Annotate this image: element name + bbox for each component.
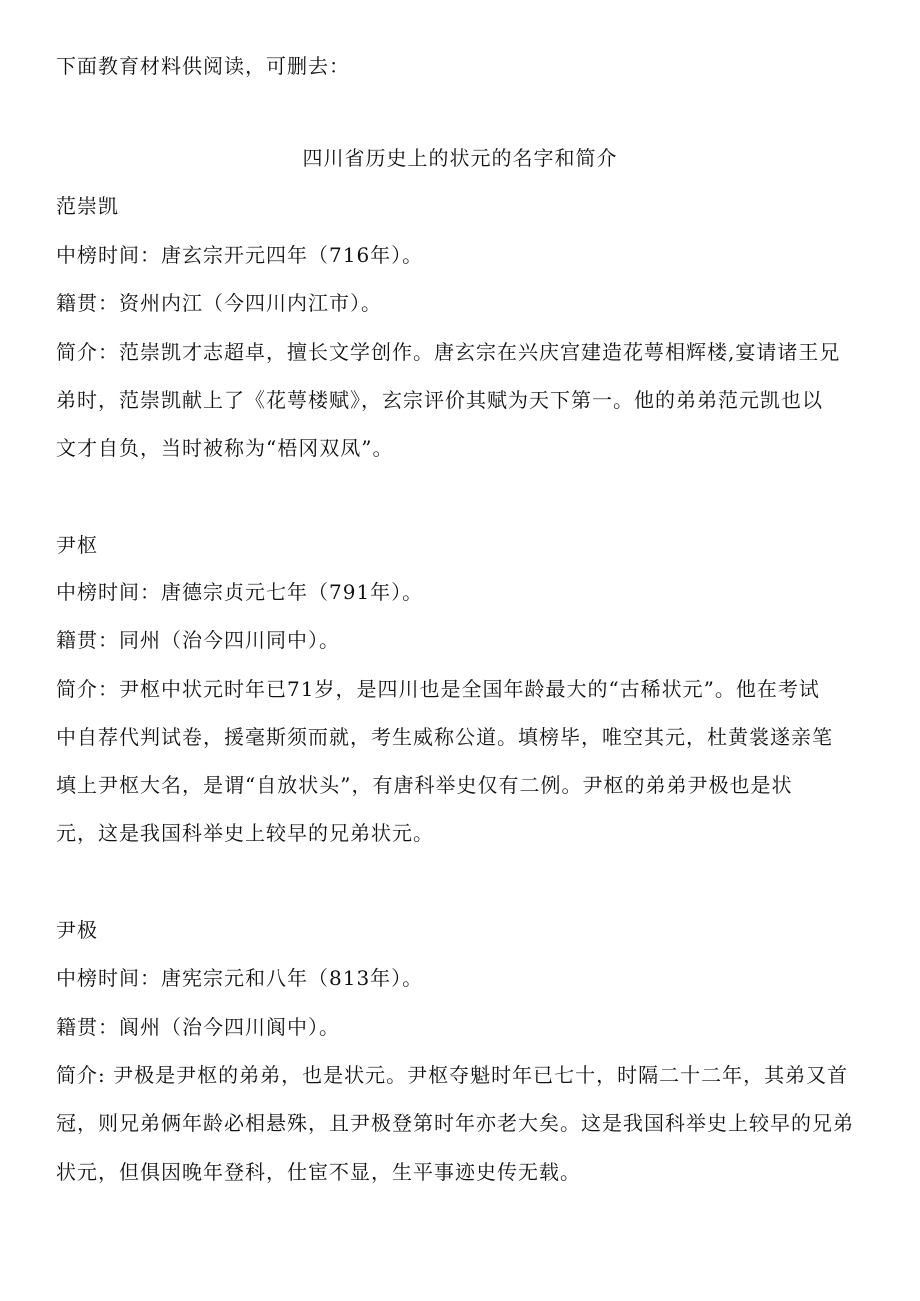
- entry-time: 中榜时间：唐德宗贞元七年（791年）。: [56, 580, 424, 604]
- entry-bio-line: 简介：尹枢中状元时年已71岁，是四川也是全国年龄最大的“古稀状元”。他在考试: [56, 677, 820, 701]
- entry-bio-line: 状元，但俱因晚年登科，仕宦不显，生平事迹史传无载。: [56, 1160, 581, 1184]
- entry-bio-line: 填上尹枢大名，是谓“自放状头”，有唐科举史仅有二例。尹枢的弟弟尹极也是状: [56, 773, 793, 797]
- entry-origin: 籍贯：阆州（治今四川阆中）。: [56, 1015, 340, 1039]
- entry-bio-line: 弟时，范崇凯献上了《花萼楼赋》，玄宗评价其赋为天下第一。他的弟弟范元凯也以: [56, 388, 823, 412]
- entry-bio-line: 简介: 尹极是尹枢的弟弟，也是状元。尹枢夺魁时年已七十，时隔二十二年，其弟又首: [56, 1063, 849, 1087]
- entry-bio-line: 文才自负，当时被称为“梧冈双凤”。: [56, 436, 394, 460]
- entry-time: 中榜时间：唐宪宗元和八年（813年）。: [56, 966, 424, 990]
- entry-bio-line: 简介：范崇凯才志超卓，擅长文学创作。唐玄宗在兴庆宫建造花萼相辉楼,宴请诸王兄: [56, 340, 841, 364]
- reading-note: 下面教育材料供阅读，可删去：: [56, 54, 350, 78]
- entry-name: 尹极: [56, 918, 98, 942]
- entry-time: 中榜时间：唐玄宗开元四年（716年）。: [56, 243, 424, 267]
- document-title: 四川省历史上的状元的名字和简介: [302, 146, 618, 170]
- entry-origin: 籍贯：资州内江（今四川内江市）。: [56, 291, 382, 315]
- entry-bio-line: 中自荐代判试卷，援毫斯须而就，考生威称公道。填榜毕，唯空其元，杜黄裳遂亲笔: [56, 725, 833, 749]
- entry-name: 尹枢: [56, 533, 98, 557]
- entry-bio-line: 冠，则兄弟俩年龄必相悬殊，且尹极登第时年亦老大矣。这是我国科举史上较早的兄弟: [56, 1111, 854, 1135]
- entry-name: 范崇凯: [56, 194, 119, 218]
- entry-bio-line: 元，这是我国科举史上较早的兄弟状元。: [56, 821, 434, 845]
- entry-origin: 籍贯：同州（治今四川同中）。: [56, 628, 340, 652]
